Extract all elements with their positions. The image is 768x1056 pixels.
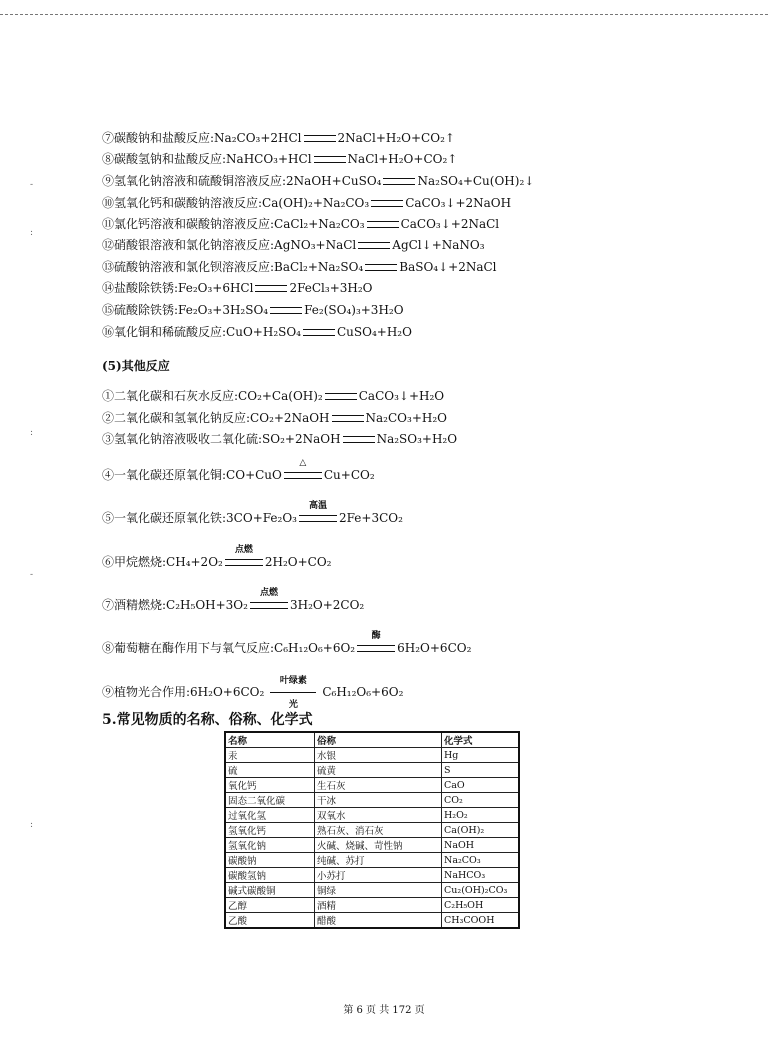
- reaction-products: Na₂SO₃+H₂O: [376, 432, 458, 446]
- reaction-condition: 高温: [308, 501, 327, 511]
- reaction-row: [102, 410, 447, 426]
- reaction-label: ⑦碳酸钠和盐酸反应:: [102, 131, 215, 145]
- table-row: [225, 763, 519, 778]
- table-row: [225, 808, 519, 823]
- condition-equals-sign: [284, 458, 322, 479]
- table-row: [225, 853, 519, 868]
- table-row: [225, 778, 519, 793]
- reaction-products: CaCO₃↓+2NaOH: [405, 196, 512, 210]
- scan-speck: -: [30, 180, 34, 190]
- cell-formula: C₂H₅OH: [442, 898, 520, 913]
- reaction-products: BaSO₄↓+2NaCl: [399, 260, 497, 274]
- reaction-products: 2H₂O+CO₂: [264, 555, 332, 569]
- cell-common-name: 熟石灰、消石灰: [315, 823, 442, 838]
- reaction-label: ⑧葡萄糖在酶作用下与氧气反应:: [102, 641, 275, 655]
- cell-formula: CaO: [442, 778, 520, 793]
- equals-sign: [332, 415, 364, 422]
- reaction-products: CaCO₃↓+2NaCl: [400, 217, 500, 231]
- table-row: [225, 868, 519, 883]
- table-body: [225, 748, 519, 929]
- cell-common-name: 火碱、烧碱、苛性钠: [315, 838, 442, 853]
- equals-sign: [314, 156, 346, 163]
- reaction-label: ⑧碳酸氢钠和盐酸反应:: [102, 152, 227, 166]
- reaction-products: Fe₂(SO₄)₃+3H₂O: [304, 303, 404, 317]
- reaction-reactants: CuO+H₂SO₄: [226, 325, 301, 339]
- section-5-title: 5.常见物质的名称、俗称、化学式: [102, 712, 313, 728]
- table-row: [225, 793, 519, 808]
- cell-formula: Ca(OH)₂: [442, 823, 520, 838]
- reaction-products: CuSO₄+H₂O: [337, 325, 412, 339]
- reaction-row: [102, 631, 472, 656]
- table-row: [225, 898, 519, 913]
- page-footer: 第 6 页 共 172 页: [343, 1005, 425, 1016]
- cell-common-name: 生石灰: [315, 778, 442, 793]
- reaction-label: ⑫硝酸银溶液和氯化钠溶液反应:: [102, 238, 275, 252]
- reaction-products: 2NaCl+H₂O+CO₂↑: [337, 131, 455, 145]
- reaction-label: ①二氧化碳和石灰水反应:: [102, 389, 239, 403]
- cell-common-name: 硫黄: [315, 763, 442, 778]
- reaction-label: ③氢氧化钠溶液吸收二氧化硫:: [102, 432, 263, 446]
- condition-top: 叶绿素: [279, 676, 307, 686]
- photosynthesis-reaction: [102, 676, 404, 710]
- equals-sign: [343, 436, 375, 443]
- cell-common-name: 水银: [315, 748, 442, 763]
- cell-name: 硫: [225, 763, 315, 778]
- reaction-row: [102, 237, 485, 253]
- table-row: [225, 838, 519, 853]
- other-reactions-heading: (5)其他反应: [102, 359, 170, 373]
- reaction-products: CaCO₃↓+H₂O: [358, 389, 445, 403]
- cell-name: 碱式碳酸铜: [225, 883, 315, 898]
- reaction-label: ⑦酒精燃烧:: [102, 598, 167, 612]
- reaction-products: AgCl↓+NaNO₃: [392, 238, 485, 252]
- equals-sign: [270, 307, 302, 314]
- cell-name: 乙酸: [225, 913, 315, 929]
- substance-names-table: [224, 731, 520, 929]
- equals-sign: [304, 135, 336, 142]
- column-header-name: 名称: [225, 732, 315, 748]
- scan-speck: :: [30, 820, 34, 830]
- cell-formula: CO₂: [442, 793, 520, 808]
- equals-sign: [358, 242, 390, 249]
- scan-speck: :: [30, 228, 34, 238]
- equals-sign: [365, 264, 397, 271]
- condition-bottom: 光: [288, 700, 298, 710]
- equals-sign: [303, 329, 335, 336]
- condition-equals-sign: [357, 631, 395, 652]
- reaction-row: [102, 545, 332, 570]
- reaction-products: C₆H₁₂O₆+6O₂: [322, 685, 404, 699]
- reaction-condition: 酶: [371, 631, 381, 641]
- cell-name: 氢氧化钠: [225, 838, 315, 853]
- scan-speck: -: [30, 570, 34, 580]
- reaction-reactants: Fe₂O₃+3H₂SO₄: [178, 303, 269, 317]
- reaction-condition: 点燃: [234, 545, 253, 555]
- reaction-label: ⑯氧化铜和稀硫酸反应:: [102, 325, 227, 339]
- reaction-row: [102, 458, 375, 483]
- reaction-label: ⑨植物光合作用:: [102, 685, 191, 699]
- reaction-reactants: 3CO+Fe₂O₃: [226, 511, 297, 525]
- cell-formula: Hg: [442, 748, 520, 763]
- cell-name: 碳酸钠: [225, 853, 315, 868]
- reaction-reactants: NaHCO₃+HCl: [226, 152, 312, 166]
- reaction-reactants: C₂H₅OH+3O₂: [166, 598, 248, 612]
- reaction-label: ⑥甲烷燃烧:: [102, 555, 167, 569]
- reaction-row: [102, 130, 455, 146]
- reaction-reactants: CO₂+2NaOH: [250, 411, 330, 425]
- reaction-reactants: CH₄+2O₂: [166, 555, 223, 569]
- reaction-label: ⑪氯化钙溶液和碳酸钠溶液反应:: [102, 217, 275, 231]
- cell-formula: Na₂CO₃: [442, 853, 520, 868]
- table-row: [225, 913, 519, 929]
- cell-name: 过氧化氢: [225, 808, 315, 823]
- reaction-row: [102, 259, 497, 275]
- reaction-label: ⑭盐酸除铁锈:: [102, 281, 179, 295]
- reaction-reactants: 6H₂O+6CO₂: [190, 685, 265, 699]
- reaction-row: [102, 151, 457, 167]
- condition-equals-sign: [250, 588, 288, 609]
- cell-common-name: 纯碱、苏打: [315, 853, 442, 868]
- reaction-reactants: CO₂+Ca(OH)₂: [238, 389, 323, 403]
- reaction-reactants: CaCl₂+Na₂CO₃: [274, 217, 365, 231]
- reaction-row: [102, 173, 534, 189]
- equals-sign: [383, 178, 415, 185]
- reaction-condition: 点燃: [259, 588, 278, 598]
- table-row: [225, 883, 519, 898]
- reaction-label: ⑬硫酸钠溶液和氯化钡溶液反应:: [102, 260, 275, 274]
- reaction-label: ④一氧化碳还原氧化铜:: [102, 468, 227, 482]
- reaction-products: 2FeCl₃+3H₂O: [289, 281, 373, 295]
- reaction-label: ⑨氢氧化钠溶液和硫酸铜溶液反应:: [102, 174, 287, 188]
- cell-formula: Cu₂(OH)₂CO₃: [442, 883, 520, 898]
- reaction-reactants: SO₂+2NaOH: [262, 432, 341, 446]
- cell-name: 氧化钙: [225, 778, 315, 793]
- reaction-reactants: Fe₂O₃+6HCl: [178, 281, 254, 295]
- reaction-row: [102, 431, 457, 447]
- reaction-row: [102, 324, 412, 340]
- equals-sign: [371, 200, 403, 207]
- cell-common-name: 双氧水: [315, 808, 442, 823]
- cell-name: 固态二氧化碳: [225, 793, 315, 808]
- reaction-label: ⑤一氧化碳还原氧化铁:: [102, 511, 227, 525]
- reaction-reactants: Ca(OH)₂+Na₂CO₃: [262, 196, 370, 210]
- top-dashed-line: [0, 14, 768, 15]
- table-header-row: [225, 732, 519, 748]
- reaction-arrow: [270, 676, 316, 710]
- reaction-products: Cu+CO₂: [323, 468, 375, 482]
- reaction-row: [102, 195, 511, 211]
- reaction-row: [102, 388, 444, 404]
- reaction-reactants: 2NaOH+CuSO₄: [286, 174, 382, 188]
- cell-common-name: 酒精: [315, 898, 442, 913]
- reaction-reactants: Na₂CO₃+2HCl: [214, 131, 302, 145]
- cell-formula: NaHCO₃: [442, 868, 520, 883]
- cell-common-name: 干冰: [315, 793, 442, 808]
- condition-equals-sign: [225, 545, 263, 566]
- reaction-row: [102, 280, 373, 296]
- reaction-products: 6H₂O+6CO₂: [397, 641, 472, 655]
- equals-sign: [367, 221, 399, 228]
- equals-sign: [325, 393, 357, 400]
- reaction-row: [102, 302, 404, 318]
- column-header-common-name: 俗称: [315, 732, 442, 748]
- cell-name: 乙醇: [225, 898, 315, 913]
- cell-name: 汞: [225, 748, 315, 763]
- reaction-reactants: CO+CuO: [226, 468, 282, 482]
- scan-speck: :: [30, 428, 34, 438]
- table-row: [225, 823, 519, 838]
- cell-formula: S: [442, 763, 520, 778]
- reaction-reactants: C₆H₁₂O₆+6O₂: [274, 641, 356, 655]
- cell-common-name: 醋酸: [315, 913, 442, 929]
- reaction-products: 2Fe+3CO₂: [339, 511, 403, 525]
- reaction-products: 3H₂O+2CO₂: [289, 598, 365, 612]
- reaction-reactants: BaCl₂+Na₂SO₄: [274, 260, 364, 274]
- reaction-products: NaCl+H₂O+CO₂↑: [347, 152, 458, 166]
- reaction-label: ⑮硫酸除铁锈:: [102, 303, 179, 317]
- reaction-products: Na₂SO₄+Cu(OH)₂↓: [417, 174, 535, 188]
- equals-sign: [255, 285, 287, 292]
- column-header-formula: 化学式: [442, 732, 520, 748]
- reaction-reactants: AgNO₃+NaCl: [274, 238, 357, 252]
- cell-formula: H₂O₂: [442, 808, 520, 823]
- cell-common-name: 铜绿: [315, 883, 442, 898]
- reaction-row: [102, 588, 365, 613]
- condition-equals-sign: [299, 501, 337, 522]
- cell-common-name: 小苏打: [315, 868, 442, 883]
- cell-name: 碳酸氢钠: [225, 868, 315, 883]
- reaction-label: ②二氧化碳和氢氧化钠反应:: [102, 411, 251, 425]
- reaction-row: [102, 501, 403, 526]
- cell-formula: CH₃COOH: [442, 913, 520, 929]
- table-row: [225, 748, 519, 763]
- cell-name: 氢氧化钙: [225, 823, 315, 838]
- reaction-products: Na₂CO₃+H₂O: [365, 411, 447, 425]
- cell-formula: NaOH: [442, 838, 520, 853]
- reaction-label: ⑩氢氧化钙和碳酸钠溶液反应:: [102, 196, 263, 210]
- reaction-condition: △: [299, 458, 307, 468]
- reaction-row: [102, 216, 499, 232]
